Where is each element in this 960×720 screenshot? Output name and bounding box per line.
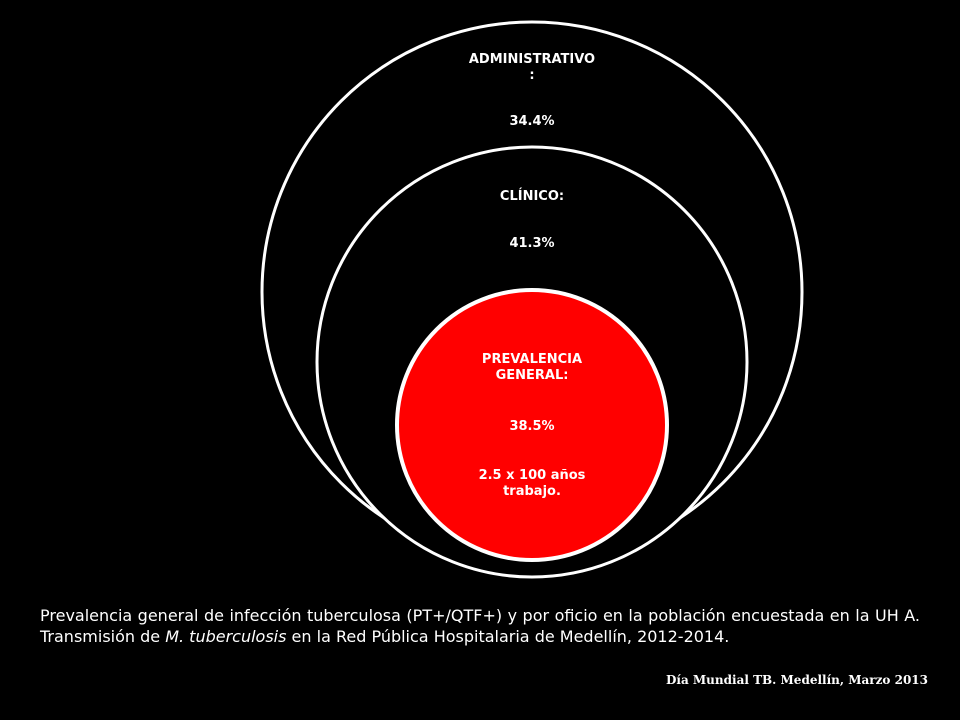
clinico-label: CLÍNICO: bbox=[499, 189, 565, 204]
figure-caption bbox=[40, 605, 920, 647]
caption-text-1: Prevalencia general de infección tuberculosa (PT+/QTF+) y por oficio en la población encuestada en la UH A. Transmisión de bbox=[40, 606, 920, 646]
administrativo-label: ADMINISTRATIVO : bbox=[468, 52, 596, 83]
administrativo-value: 34.4% bbox=[509, 114, 555, 129]
footer-event-note: Día Mundial TB. Medellín, Marzo 2013 bbox=[665, 673, 928, 687]
clinico-value: 41.3% bbox=[509, 236, 555, 251]
caption-species-italic: M. tuberculosis bbox=[165, 627, 287, 646]
prevalencia-rate: 2.5 x 100 años trabajo. bbox=[478, 468, 586, 499]
caption-text-2: en la Red Pública Hospitalaria de Medellín, 2012-2014. bbox=[286, 627, 730, 646]
prevalencia-label: PREVALENCIA GENERAL: bbox=[481, 352, 583, 383]
prevalencia-value: 38.5% bbox=[509, 419, 555, 434]
